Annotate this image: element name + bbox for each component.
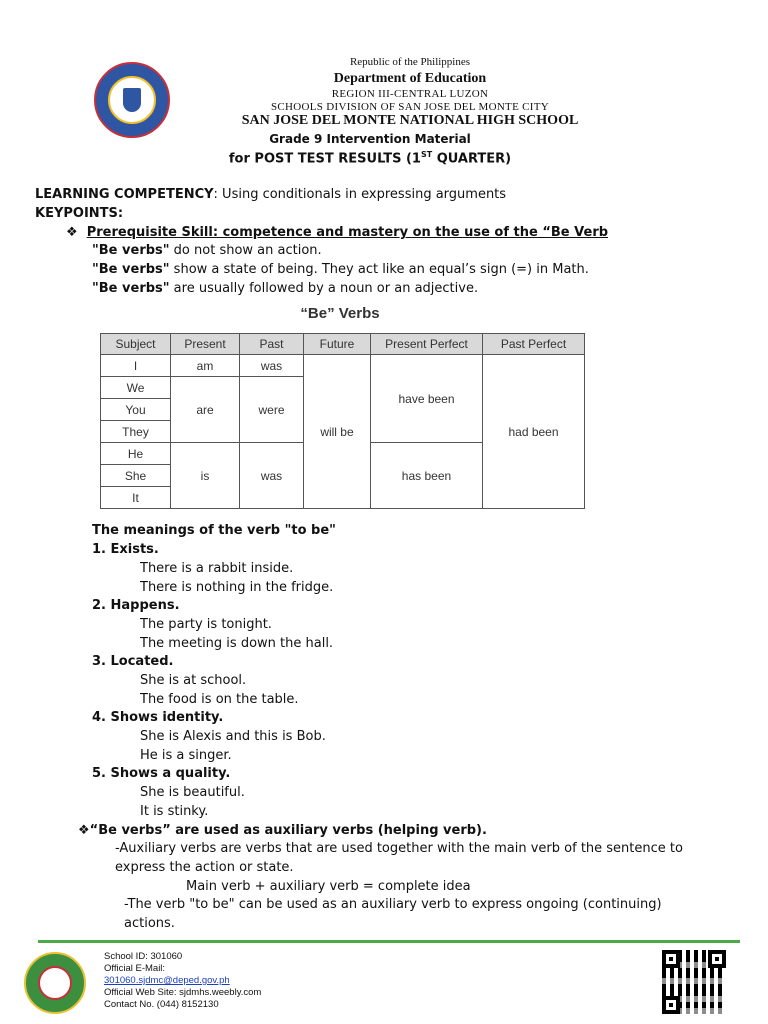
- subject-cell: We: [101, 377, 171, 399]
- auxiliary-heading: ❖“Be verbs” are used as auxiliary verbs (helping verb).: [78, 823, 487, 838]
- footer-rule: [38, 940, 740, 943]
- meanings-title: The meanings of the verb "to be": [92, 523, 336, 538]
- material-title: Grade 9 Intervention Material: [269, 132, 471, 146]
- present-cell: am: [171, 355, 240, 377]
- meaning-example: There is nothing in the fridge.: [140, 580, 334, 595]
- subject-cell: They: [101, 421, 171, 443]
- be-point-3: "Be verbs" are usually followed by a noun or an adjective.: [92, 281, 479, 296]
- meaning-example: She is Alexis and this is Bob.: [140, 729, 326, 744]
- be-point-1: "Be verbs" do not show an action.: [92, 243, 322, 258]
- meaning-heading: 4. Shows identity.: [92, 710, 224, 725]
- meaning-example: The meeting is down the hall.: [140, 636, 334, 651]
- past-cell: were: [240, 377, 304, 443]
- post-test-title: for POST TEST RESULTS (1ST QUARTER): [228, 150, 512, 167]
- learning-competency: LEARNING COMPETENCY: Using conditionals in expressing arguments: [35, 187, 507, 202]
- meaning-heading: 2. Happens.: [92, 598, 180, 613]
- division-line: SCHOOLS DIVISION OF SAN JOSE DEL MONTE CITY: [270, 101, 550, 113]
- department-line: Department of Education: [333, 71, 487, 86]
- meaning-heading: 1. Exists.: [92, 542, 159, 557]
- school-name: SAN JOSE DEL MONTE NATIONAL HIGH SCHOOL: [241, 113, 579, 128]
- email-link[interactable]: 301060.sjdmc@deped.gov.ph: [104, 975, 230, 986]
- subject-cell: He: [101, 443, 171, 465]
- republic-line: Republic of the Philippines: [349, 56, 471, 68]
- meaning-example: The party is tonight.: [140, 617, 272, 632]
- meaning-example: He is a singer.: [140, 748, 232, 763]
- meaning-example: She is beautiful.: [140, 785, 245, 800]
- meaning-heading: 5. Shows a quality.: [92, 766, 231, 781]
- be-verbs-table: [100, 333, 585, 509]
- prerequisite-bullet: ❖ Prerequisite Skill: competence and mastery on the use of the “Be Verb: [66, 225, 609, 240]
- auxiliary-line: -Auxiliary verbs are verbs that are used together with the main verb of the sentence to: [115, 841, 683, 856]
- present-perfect-cell: have been: [371, 355, 483, 443]
- col-header-present: Present: [171, 334, 240, 355]
- col-header-subject: Subject: [101, 334, 171, 355]
- contact-number: Contact No. (044) 8152130: [104, 999, 219, 1010]
- past-cell: was: [240, 355, 304, 377]
- meaning-example: It is stinky.: [140, 804, 209, 819]
- keypoints-label: KEYPOINTS:: [35, 206, 124, 221]
- school-id: School ID: 301060: [104, 951, 183, 962]
- col-header-future: Future: [304, 334, 371, 355]
- subject-cell: You: [101, 399, 171, 421]
- subject-cell: I: [101, 355, 171, 377]
- subject-cell: It: [101, 487, 171, 509]
- meaning-example: She is at school.: [140, 673, 247, 688]
- col-header-past-perfect: Past Perfect: [483, 334, 585, 355]
- meaning-example: The food is on the table.: [140, 692, 299, 707]
- present-cell: are: [171, 377, 240, 443]
- auxiliary-formula: Main verb + auxiliary verb = complete idea: [186, 879, 471, 894]
- subject-cell: She: [101, 465, 171, 487]
- past-cell: was: [240, 443, 304, 509]
- auxiliary-line: express the action or state.: [115, 860, 294, 875]
- auxiliary-line: actions.: [124, 916, 175, 931]
- school-seal-logo: [24, 952, 86, 1014]
- qr-code-icon: [662, 950, 726, 1014]
- email-label: Official E-Mail:: [104, 963, 166, 974]
- be-point-2: "Be verbs" show a state of being. They act like an equal’s sign (=) in Math.: [92, 262, 589, 277]
- be-verbs-table-title: “Be” Verbs: [300, 305, 380, 322]
- table-row: [101, 355, 585, 377]
- region-line: REGION III-CENTRAL LUZON: [331, 88, 489, 100]
- table-header-row: [101, 334, 585, 355]
- letterhead: [0, 0, 768, 175]
- col-header-present-perfect: Present Perfect: [371, 334, 483, 355]
- past-perfect-cell: had been: [483, 355, 585, 509]
- col-header-past: Past: [240, 334, 304, 355]
- present-cell: is: [171, 443, 240, 509]
- meaning-heading: 3. Located.: [92, 654, 174, 669]
- present-perfect-cell: has been: [371, 443, 483, 509]
- future-cell: will be: [304, 355, 371, 509]
- auxiliary-line: -The verb "to be" can be used as an auxiliary verb to express ongoing (continuing): [124, 897, 662, 912]
- website: Official Web Site: sjdmhs.weebly.com: [104, 987, 262, 998]
- meaning-example: There is a rabbit inside.: [140, 561, 294, 576]
